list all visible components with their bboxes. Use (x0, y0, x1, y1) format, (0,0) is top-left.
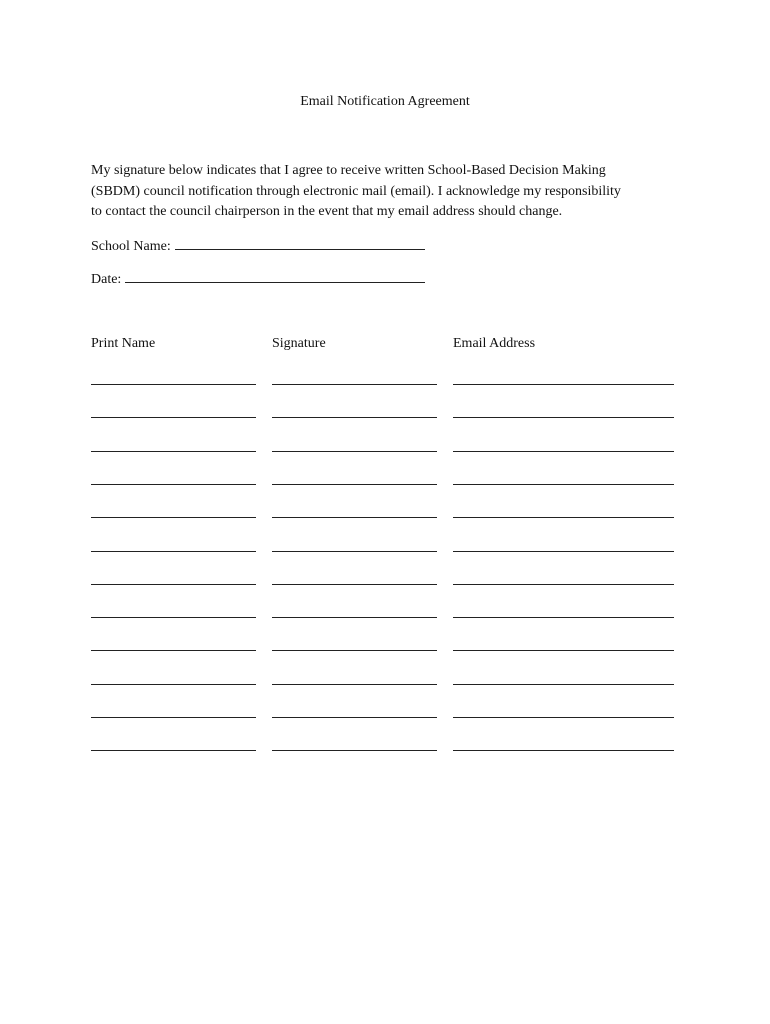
table-row (0, 684, 770, 685)
signature-blank[interactable] (272, 717, 437, 718)
email-address-blank[interactable] (453, 451, 674, 452)
print-name-blank[interactable] (91, 584, 256, 585)
signature-blank[interactable] (272, 384, 437, 385)
print-name-blank[interactable] (91, 551, 256, 552)
signature-blank[interactable] (272, 650, 437, 651)
school-name-label: School Name: (91, 239, 171, 254)
print-name-blank[interactable] (91, 451, 256, 452)
print-name-blank[interactable] (91, 484, 256, 485)
date-field (91, 269, 425, 288)
print-name-blank[interactable] (91, 517, 256, 518)
signature-blank[interactable] (272, 517, 437, 518)
print-name-blank[interactable] (91, 650, 256, 651)
table-row (0, 484, 770, 485)
signature-blank[interactable] (272, 484, 437, 485)
email-address-blank[interactable] (453, 650, 674, 651)
print-name-blank[interactable] (91, 684, 256, 685)
paragraph-line: to contact the council chairperson in the event that my email address should change. (91, 204, 563, 219)
signature-blank[interactable] (272, 417, 437, 418)
table-row (0, 417, 770, 418)
email-address-blank[interactable] (453, 551, 674, 552)
email-address-blank[interactable] (453, 417, 674, 418)
signature-blank[interactable] (272, 617, 437, 618)
email-address-blank[interactable] (453, 617, 674, 618)
signature-blank[interactable] (272, 684, 437, 685)
paragraph-line: (SBDM) council notification through electronic mail (email). I acknowledge my responsibility (91, 183, 621, 199)
email-address-blank[interactable] (453, 517, 674, 518)
table-row (0, 717, 770, 718)
column-header-signature: Signature (272, 336, 326, 351)
school-name-blank[interactable] (175, 236, 425, 250)
print-name-blank[interactable] (91, 384, 256, 385)
table-row (0, 650, 770, 651)
table-row (0, 384, 770, 385)
print-name-blank[interactable] (91, 717, 256, 718)
email-address-blank[interactable] (453, 584, 674, 585)
school-name-field (91, 236, 425, 255)
table-row (0, 750, 770, 751)
table-row (0, 451, 770, 452)
email-address-blank[interactable] (453, 484, 674, 485)
signature-blank[interactable] (272, 451, 437, 452)
signature-blank[interactable] (272, 551, 437, 552)
table-row (0, 617, 770, 618)
signature-blank[interactable] (272, 584, 437, 585)
table-row (0, 551, 770, 552)
date-blank[interactable] (125, 269, 425, 283)
print-name-blank[interactable] (91, 750, 256, 751)
table-row (0, 517, 770, 518)
paragraph-line: My signature below indicates that I agree to receive written School-Based Decision Making (91, 163, 606, 178)
print-name-blank[interactable] (91, 417, 256, 418)
email-address-blank[interactable] (453, 750, 674, 751)
table-row (0, 584, 770, 585)
email-address-blank[interactable] (453, 684, 674, 685)
date-label: Date: (91, 272, 122, 287)
signature-blank[interactable] (272, 750, 437, 751)
email-address-blank[interactable] (453, 717, 674, 718)
agreement-paragraph (91, 161, 691, 223)
column-header-email-address: Email Address (453, 336, 536, 351)
email-address-blank[interactable] (453, 384, 674, 385)
document-title: Email Notification Agreement (300, 94, 470, 109)
print-name-blank[interactable] (91, 617, 256, 618)
column-header-print-name: Print Name (91, 336, 156, 351)
